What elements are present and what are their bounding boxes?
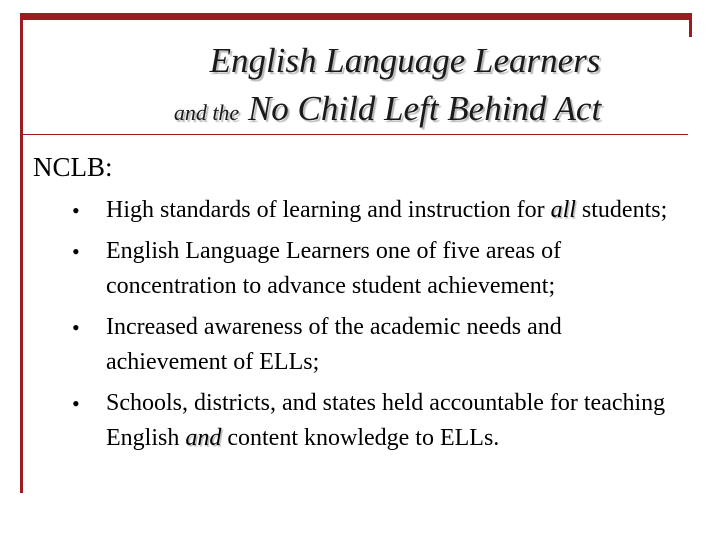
- bullet-icon: •: [72, 391, 80, 416]
- bullet-text: High standards of learning and instruction for: [106, 197, 551, 223]
- title-line-2-main: No Child Left Behind Act: [247, 89, 602, 128]
- bullet-text: content knowledge to ELLs.: [221, 425, 500, 451]
- frame-top-bar: [20, 13, 692, 20]
- bullet-emphasis: all: [550, 197, 576, 223]
- title-divider: [20, 134, 688, 135]
- frame-right-tick: [689, 13, 692, 37]
- slide-title: [30, 38, 690, 138]
- title-line-2-prefix: and the: [173, 100, 240, 125]
- bullet-text: students;: [575, 197, 668, 223]
- section-lead: NCLB:: [33, 152, 113, 182]
- bullet-text: Increased awareness of the academic needs and achievement of ELLs;: [106, 314, 562, 375]
- bullet-text: English Language Learners one of five areas of concentration to advance student achievement;: [106, 238, 562, 299]
- bullet-emphasis: and: [185, 425, 222, 451]
- bullet-icon: •: [72, 239, 80, 264]
- frame-left-bar: [20, 13, 23, 493]
- bullet-icon: •: [72, 198, 80, 223]
- bullet-text: Schools, districts, and states held accountable for teaching English: [106, 390, 666, 451]
- bullet-icon: •: [72, 315, 80, 340]
- bullet-item: [72, 234, 672, 304]
- bullet-item: [72, 386, 672, 456]
- bullet-item: [72, 310, 672, 380]
- bullet-list: [72, 193, 672, 462]
- bullet-item: [72, 193, 672, 228]
- title-line-1: English Language Learners: [209, 41, 601, 80]
- title-line-2: [30, 84, 690, 138]
